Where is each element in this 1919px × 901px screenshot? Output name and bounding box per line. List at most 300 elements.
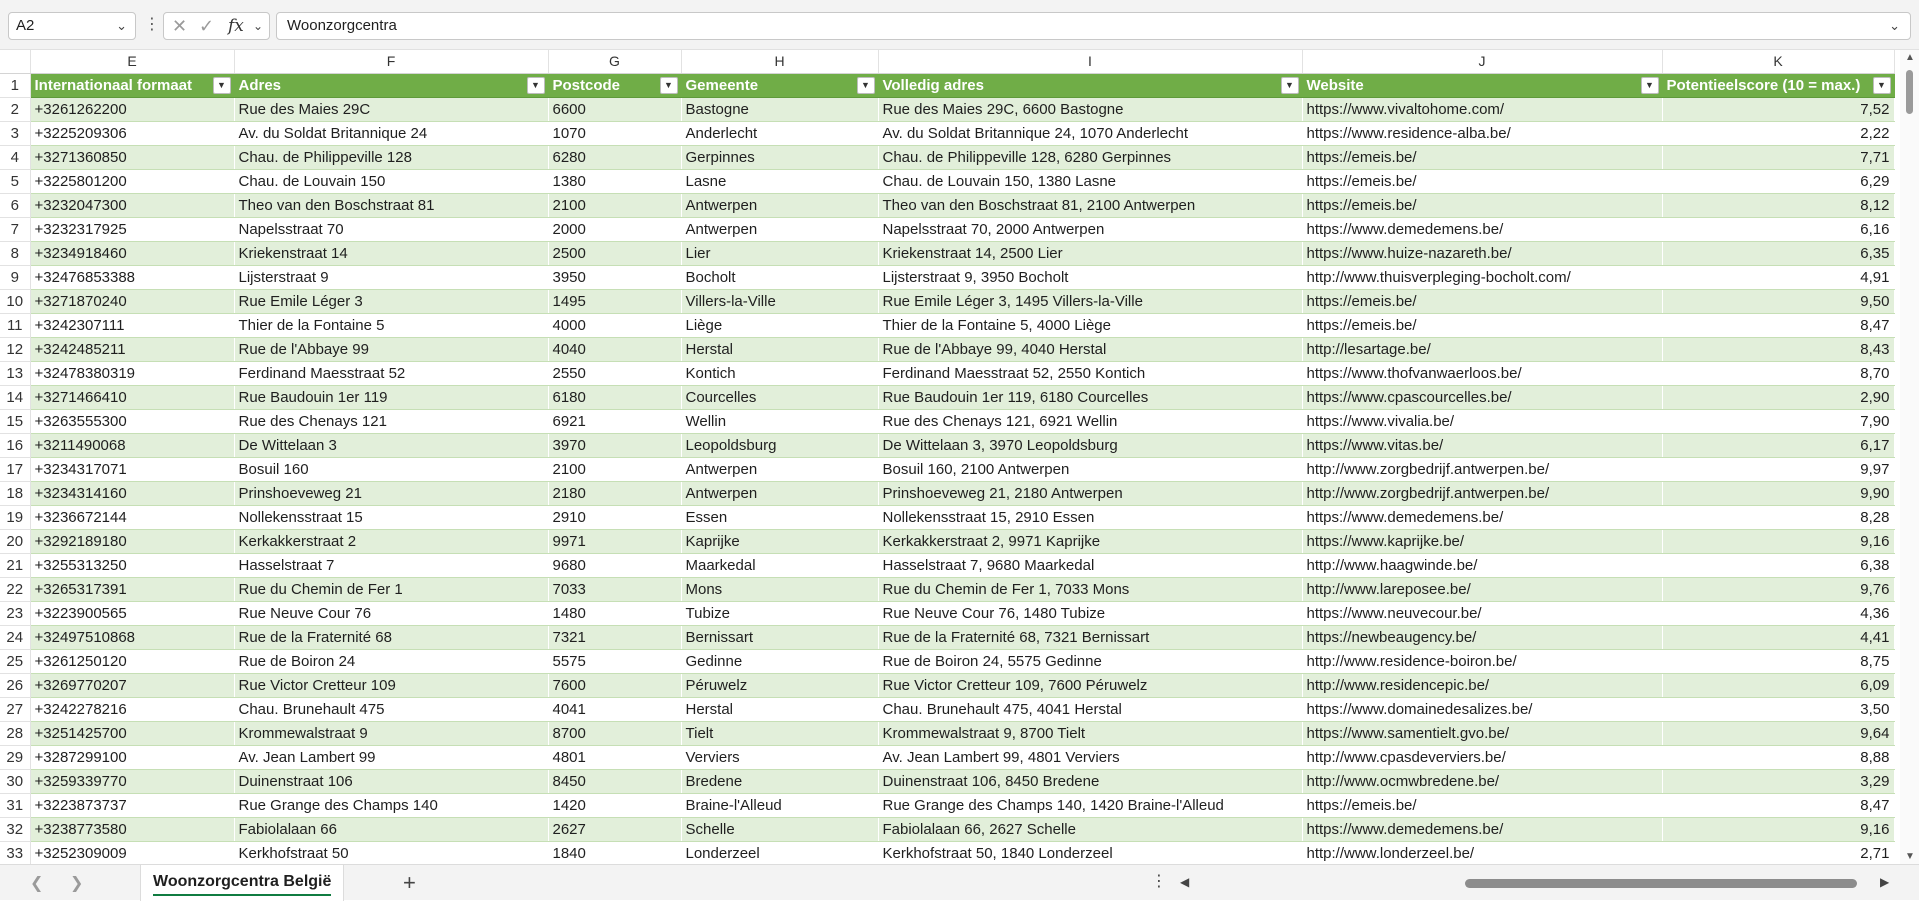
table-cell[interactable]: 7,90	[1662, 410, 1894, 434]
table-cell[interactable]: Essen	[681, 506, 878, 530]
table-header-cell[interactable]	[548, 74, 681, 98]
table-cell[interactable]: https://www.samentielt.gvo.be/	[1302, 722, 1662, 746]
table-cell[interactable]: Gedinne	[681, 650, 878, 674]
filter-dropdown-icon[interactable]: ▼	[857, 77, 875, 94]
table-cell[interactable]: 3950	[548, 266, 681, 290]
table-cell[interactable]: Nollekensstraat 15	[234, 506, 548, 530]
table-cell[interactable]: Rue Neuve Cour 76, 1480 Tubize	[878, 602, 1302, 626]
more-options-icon[interactable]: ⋮	[144, 16, 160, 33]
table-cell[interactable]: https://www.residence-alba.be/	[1302, 122, 1662, 146]
row-number[interactable]: 27	[0, 698, 30, 722]
table-cell[interactable]: 1495	[548, 290, 681, 314]
table-cell[interactable]: 1380	[548, 170, 681, 194]
table-cell[interactable]: http://www.haagwinde.be/	[1302, 554, 1662, 578]
table-cell[interactable]: http://www.zorgbedrijf.antwerpen.be/	[1302, 458, 1662, 482]
table-cell[interactable]: http://www.cpasdeverviers.be/	[1302, 746, 1662, 770]
table-cell[interactable]: 1480	[548, 602, 681, 626]
more-options-icon[interactable]: ⋮	[1151, 873, 1167, 890]
table-cell[interactable]: Gerpinnes	[681, 146, 878, 170]
table-cell[interactable]: Ferdinand Maesstraat 52, 2550 Kontich	[878, 362, 1302, 386]
table-cell[interactable]: Napelsstraat 70	[234, 218, 548, 242]
table-cell[interactable]: Prinshoeveweg 21	[234, 482, 548, 506]
table-cell[interactable]: Kerkhofstraat 50, 1840 Londerzeel	[878, 842, 1302, 865]
table-cell[interactable]: Kriekenstraat 14	[234, 242, 548, 266]
table-cell[interactable]: Kerkakkerstraat 2	[234, 530, 548, 554]
table-cell[interactable]: 8,88	[1662, 746, 1894, 770]
table-cell[interactable]: +32478380319	[30, 362, 234, 386]
table-cell[interactable]: Lijsterstraat 9	[234, 266, 548, 290]
table-cell[interactable]: 2100	[548, 458, 681, 482]
scroll-left-icon[interactable]: ◀	[1180, 875, 1190, 889]
row-number[interactable]: 17	[0, 458, 30, 482]
table-cell[interactable]: +3287299100	[30, 746, 234, 770]
expand-formula-bar-icon[interactable]: ⌄	[1889, 18, 1900, 33]
row-number[interactable]: 32	[0, 818, 30, 842]
table-cell[interactable]: +3261250120	[30, 650, 234, 674]
table-cell[interactable]: +3225209306	[30, 122, 234, 146]
table-cell[interactable]: https://www.domainedesalizes.be/	[1302, 698, 1662, 722]
table-cell[interactable]: 9,16	[1662, 530, 1894, 554]
row-number[interactable]: 12	[0, 338, 30, 362]
table-cell[interactable]: +3242485211	[30, 338, 234, 362]
table-cell[interactable]: Rue Neuve Cour 76	[234, 602, 548, 626]
table-cell[interactable]: +3211490068	[30, 434, 234, 458]
table-cell[interactable]: https://www.kaprijke.be/	[1302, 530, 1662, 554]
table-cell[interactable]: 6180	[548, 386, 681, 410]
table-cell[interactable]: Rue des Chenays 121, 6921 Wellin	[878, 410, 1302, 434]
table-cell[interactable]: Av. du Soldat Britannique 24, 1070 Anderlecht	[878, 122, 1302, 146]
filter-dropdown-icon[interactable]: ▼	[1873, 77, 1891, 94]
table-cell[interactable]: Maarkedal	[681, 554, 878, 578]
table-cell[interactable]: +3251425700	[30, 722, 234, 746]
table-cell[interactable]: 9,76	[1662, 578, 1894, 602]
table-cell[interactable]: 2550	[548, 362, 681, 386]
table-cell[interactable]: 7033	[548, 578, 681, 602]
table-cell[interactable]: 8,47	[1662, 314, 1894, 338]
table-cell[interactable]: Rue de l'Abbaye 99	[234, 338, 548, 362]
table-cell[interactable]: 4801	[548, 746, 681, 770]
table-cell[interactable]: Rue Victor Cretteur 109, 7600 Péruwelz	[878, 674, 1302, 698]
table-cell[interactable]: Bosuil 160	[234, 458, 548, 482]
table-cell[interactable]: Duinenstraat 106	[234, 770, 548, 794]
table-cell[interactable]: https://www.demedemens.be/	[1302, 506, 1662, 530]
table-cell[interactable]: Chau. de Philippeville 128, 6280 Gerpinnes	[878, 146, 1302, 170]
row-number[interactable]: 11	[0, 314, 30, 338]
table-cell[interactable]: 4000	[548, 314, 681, 338]
row-number[interactable]: 7	[0, 218, 30, 242]
table-cell[interactable]: https://newbeaugency.be/	[1302, 626, 1662, 650]
table-cell[interactable]: https://www.vivaltohome.com/	[1302, 98, 1662, 122]
table-cell[interactable]: 8,75	[1662, 650, 1894, 674]
table-cell[interactable]: 6,16	[1662, 218, 1894, 242]
table-cell[interactable]: Rue Emile Léger 3, 1495 Villers-la-Ville	[878, 290, 1302, 314]
row-number[interactable]: 15	[0, 410, 30, 434]
table-cell[interactable]: 8700	[548, 722, 681, 746]
table-cell[interactable]: +3265317391	[30, 578, 234, 602]
row-number[interactable]: 4	[0, 146, 30, 170]
row-number[interactable]: 25	[0, 650, 30, 674]
table-cell[interactable]: 2627	[548, 818, 681, 842]
table-cell[interactable]: Fabiolalaan 66, 2627 Schelle	[878, 818, 1302, 842]
table-cell[interactable]: 2910	[548, 506, 681, 530]
table-cell[interactable]: http://www.lareposee.be/	[1302, 578, 1662, 602]
table-cell[interactable]: +3255313250	[30, 554, 234, 578]
table-cell[interactable]: 3,50	[1662, 698, 1894, 722]
table-cell[interactable]: 8,70	[1662, 362, 1894, 386]
table-cell[interactable]: https://www.demedemens.be/	[1302, 818, 1662, 842]
table-cell[interactable]: 6921	[548, 410, 681, 434]
table-cell[interactable]: Chau. de Louvain 150	[234, 170, 548, 194]
table-cell[interactable]: Ferdinand Maesstraat 52	[234, 362, 548, 386]
table-cell[interactable]: Rue Grange des Champs 140, 1420 Braine-l'Alleud	[878, 794, 1302, 818]
check-icon[interactable]: ✓	[199, 16, 215, 36]
table-cell[interactable]: 3,29	[1662, 770, 1894, 794]
scroll-down-icon[interactable]: ▼	[1905, 851, 1915, 862]
table-header-cell[interactable]	[1302, 74, 1662, 98]
table-cell[interactable]: Villers-la-Ville	[681, 290, 878, 314]
table-cell[interactable]: Rue Emile Léger 3	[234, 290, 548, 314]
column-header[interactable]: F	[234, 50, 548, 74]
table-cell[interactable]: https://emeis.be/	[1302, 290, 1662, 314]
table-cell[interactable]: +3225801200	[30, 170, 234, 194]
table-cell[interactable]: +3234317071	[30, 458, 234, 482]
table-cell[interactable]: 2500	[548, 242, 681, 266]
table-cell[interactable]: +32497510868	[30, 626, 234, 650]
table-cell[interactable]: Wellin	[681, 410, 878, 434]
table-cell[interactable]: 9,16	[1662, 818, 1894, 842]
table-cell[interactable]: Rue Grange des Champs 140	[234, 794, 548, 818]
table-cell[interactable]: 7,71	[1662, 146, 1894, 170]
add-sheet-button[interactable]: +	[403, 870, 416, 895]
table-cell[interactable]: 4,36	[1662, 602, 1894, 626]
table-cell[interactable]: 4040	[548, 338, 681, 362]
scrollbar-thumb[interactable]	[1906, 70, 1913, 114]
table-cell[interactable]: https://www.demedemens.be/	[1302, 218, 1662, 242]
sheet-tab[interactable]	[140, 865, 344, 901]
table-cell[interactable]: +3234918460	[30, 242, 234, 266]
row-number[interactable]: 19	[0, 506, 30, 530]
table-cell[interactable]: Rue des Chenays 121	[234, 410, 548, 434]
table-cell[interactable]: Duinenstraat 106, 8450 Bredene	[878, 770, 1302, 794]
table-cell[interactable]: Prinshoeveweg 21, 2180 Antwerpen	[878, 482, 1302, 506]
table-cell[interactable]: Herstal	[681, 698, 878, 722]
table-cell[interactable]: Antwerpen	[681, 218, 878, 242]
table-cell[interactable]: Rue Baudouin 1er 119	[234, 386, 548, 410]
table-cell[interactable]: Nollekensstraat 15, 2910 Essen	[878, 506, 1302, 530]
table-cell[interactable]: Rue de la Fraternité 68, 7321 Bernissart	[878, 626, 1302, 650]
table-cell[interactable]: +3232047300	[30, 194, 234, 218]
table-cell[interactable]: 3970	[548, 434, 681, 458]
table-cell[interactable]: https://www.vitas.be/	[1302, 434, 1662, 458]
table-cell[interactable]: https://www.huize-nazareth.be/	[1302, 242, 1662, 266]
row-number[interactable]: 28	[0, 722, 30, 746]
table-cell[interactable]: Rue Baudouin 1er 119, 6180 Courcelles	[878, 386, 1302, 410]
table-cell[interactable]: Rue du Chemin de Fer 1, 7033 Mons	[878, 578, 1302, 602]
next-sheet-icon[interactable]: ❯	[70, 875, 84, 892]
row-number[interactable]: 23	[0, 602, 30, 626]
table-cell[interactable]: +32476853388	[30, 266, 234, 290]
table-cell[interactable]: 7,52	[1662, 98, 1894, 122]
table-cell[interactable]: 9,64	[1662, 722, 1894, 746]
table-cell[interactable]: Kerkhofstraat 50	[234, 842, 548, 865]
table-cell[interactable]: 6,09	[1662, 674, 1894, 698]
table-cell[interactable]: Rue de la Fraternité 68	[234, 626, 548, 650]
table-cell[interactable]: https://emeis.be/	[1302, 146, 1662, 170]
table-cell[interactable]: http://www.zorgbedrijf.antwerpen.be/	[1302, 482, 1662, 506]
table-cell[interactable]: 2,90	[1662, 386, 1894, 410]
row-number[interactable]: 2	[0, 98, 30, 122]
table-cell[interactable]: 2180	[548, 482, 681, 506]
table-cell[interactable]: https://emeis.be/	[1302, 170, 1662, 194]
table-cell[interactable]: 2100	[548, 194, 681, 218]
table-cell[interactable]: https://emeis.be/	[1302, 794, 1662, 818]
table-cell[interactable]: 6,35	[1662, 242, 1894, 266]
scroll-up-icon[interactable]: ▲	[1905, 52, 1915, 63]
table-cell[interactable]: +3242307111	[30, 314, 234, 338]
filter-dropdown-icon[interactable]: ▼	[1641, 77, 1659, 94]
table-cell[interactable]: https://www.neuvecour.be/	[1302, 602, 1662, 626]
table-cell[interactable]: Mons	[681, 578, 878, 602]
table-cell[interactable]: 1070	[548, 122, 681, 146]
table-cell[interactable]: Av. Jean Lambert 99, 4801 Verviers	[878, 746, 1302, 770]
table-cell[interactable]: http://www.ocmwbredene.be/	[1302, 770, 1662, 794]
table-cell[interactable]: 2,71	[1662, 842, 1894, 865]
table-cell[interactable]: Liège	[681, 314, 878, 338]
table-cell[interactable]: Antwerpen	[681, 194, 878, 218]
table-cell[interactable]: Antwerpen	[681, 482, 878, 506]
row-number[interactable]: 31	[0, 794, 30, 818]
column-header[interactable]: E	[30, 50, 234, 74]
table-cell[interactable]: 8,28	[1662, 506, 1894, 530]
table-cell[interactable]: De Wittelaan 3	[234, 434, 548, 458]
table-cell[interactable]: +3269770207	[30, 674, 234, 698]
table-cell[interactable]: http://www.residencepic.be/	[1302, 674, 1662, 698]
table-cell[interactable]: Rue de Boiron 24	[234, 650, 548, 674]
table-cell[interactable]: Schelle	[681, 818, 878, 842]
table-cell[interactable]: 6600	[548, 98, 681, 122]
table-cell[interactable]: 1840	[548, 842, 681, 865]
chevron-down-icon[interactable]: ⌄	[116, 18, 127, 33]
table-cell[interactable]: +3223873737	[30, 794, 234, 818]
row-number[interactable]: 29	[0, 746, 30, 770]
table-cell[interactable]: Tielt	[681, 722, 878, 746]
table-cell[interactable]: Londerzeel	[681, 842, 878, 865]
row-number[interactable]: 6	[0, 194, 30, 218]
scroll-right-icon[interactable]: ▶	[1880, 875, 1890, 889]
table-header-cell[interactable]	[234, 74, 548, 98]
table-cell[interactable]: 8,43	[1662, 338, 1894, 362]
table-cell[interactable]: 4041	[548, 698, 681, 722]
table-cell[interactable]: Napelsstraat 70, 2000 Antwerpen	[878, 218, 1302, 242]
cancel-icon[interactable]: ✕	[172, 16, 188, 36]
table-cell[interactable]: Lijsterstraat 9, 3950 Bocholt	[878, 266, 1302, 290]
table-cell[interactable]: 4,41	[1662, 626, 1894, 650]
table-header-cell[interactable]	[30, 74, 234, 98]
table-cell[interactable]: Chau. de Louvain 150, 1380 Lasne	[878, 170, 1302, 194]
table-cell[interactable]: 9,50	[1662, 290, 1894, 314]
row-number[interactable]: 14	[0, 386, 30, 410]
row-number[interactable]: 22	[0, 578, 30, 602]
table-cell[interactable]: +3236672144	[30, 506, 234, 530]
row-number[interactable]: 10	[0, 290, 30, 314]
table-cell[interactable]: http://www.residence-boiron.be/	[1302, 650, 1662, 674]
table-cell[interactable]: 8,12	[1662, 194, 1894, 218]
table-cell[interactable]: 8,47	[1662, 794, 1894, 818]
table-cell[interactable]: https://www.vivalia.be/	[1302, 410, 1662, 434]
table-cell[interactable]: Chau. Brunehault 475, 4041 Herstal	[878, 698, 1302, 722]
table-cell[interactable]: Av. du Soldat Britannique 24	[234, 122, 548, 146]
table-cell[interactable]: http://www.thuisverpleging-bocholt.com/	[1302, 266, 1662, 290]
row-number[interactable]: 26	[0, 674, 30, 698]
table-header-cell[interactable]	[1662, 74, 1894, 98]
table-cell[interactable]: Bosuil 160, 2100 Antwerpen	[878, 458, 1302, 482]
table-cell[interactable]: Chau. de Philippeville 128	[234, 146, 548, 170]
row-number[interactable]: 16	[0, 434, 30, 458]
table-cell[interactable]: https://emeis.be/	[1302, 314, 1662, 338]
table-cell[interactable]: Chau. Brunehault 475	[234, 698, 548, 722]
name-box[interactable]	[8, 12, 136, 40]
table-cell[interactable]: +3292189180	[30, 530, 234, 554]
table-cell[interactable]: Lier	[681, 242, 878, 266]
horizontal-scrollbar-thumb[interactable]	[1465, 879, 1857, 888]
table-cell[interactable]: 8450	[548, 770, 681, 794]
table-cell[interactable]: +3271870240	[30, 290, 234, 314]
table-cell[interactable]: Rue des Maies 29C, 6600 Bastogne	[878, 98, 1302, 122]
previous-sheet-icon[interactable]: ❮	[30, 875, 44, 892]
table-cell[interactable]: Krommewalstraat 9, 8700 Tielt	[878, 722, 1302, 746]
table-cell[interactable]: 9,90	[1662, 482, 1894, 506]
table-cell[interactable]: +3252309009	[30, 842, 234, 865]
row-number[interactable]: 18	[0, 482, 30, 506]
table-cell[interactable]: Rue de l'Abbaye 99, 4040 Herstal	[878, 338, 1302, 362]
row-number[interactable]: 13	[0, 362, 30, 386]
table-cell[interactable]: De Wittelaan 3, 3970 Leopoldsburg	[878, 434, 1302, 458]
table-cell[interactable]: Krommewalstraat 9	[234, 722, 548, 746]
table-cell[interactable]: +3271466410	[30, 386, 234, 410]
table-cell[interactable]: Lasne	[681, 170, 878, 194]
table-cell[interactable]: Rue des Maies 29C	[234, 98, 548, 122]
table-cell[interactable]: Péruwelz	[681, 674, 878, 698]
table-cell[interactable]: +3271360850	[30, 146, 234, 170]
table-cell[interactable]: Thier de la Fontaine 5, 4000 Liège	[878, 314, 1302, 338]
table-cell[interactable]: Theo van den Boschstraat 81, 2100 Antwerpen	[878, 194, 1302, 218]
vertical-scrollbar[interactable]	[1900, 50, 1919, 864]
filter-dropdown-icon[interactable]: ▼	[213, 77, 231, 94]
formula-input[interactable]	[276, 12, 1911, 40]
table-cell[interactable]: 6280	[548, 146, 681, 170]
select-all-corner[interactable]	[0, 50, 30, 74]
table-cell[interactable]: 9,97	[1662, 458, 1894, 482]
row-number[interactable]: 30	[0, 770, 30, 794]
row-number[interactable]: 8	[0, 242, 30, 266]
table-cell[interactable]: Rue Victor Cretteur 109	[234, 674, 548, 698]
row-number[interactable]: 24	[0, 626, 30, 650]
table-cell[interactable]: +3263555300	[30, 410, 234, 434]
table-cell[interactable]: http://lesartage.be/	[1302, 338, 1662, 362]
table-cell[interactable]: Fabiolalaan 66	[234, 818, 548, 842]
table-cell[interactable]: Rue du Chemin de Fer 1	[234, 578, 548, 602]
row-number[interactable]: 21	[0, 554, 30, 578]
table-cell[interactable]: http://www.londerzeel.be/	[1302, 842, 1662, 865]
row-number[interactable]: 5	[0, 170, 30, 194]
table-cell[interactable]: https://www.thofvanwaerloos.be/	[1302, 362, 1662, 386]
table-cell[interactable]: Kerkakkerstraat 2, 9971 Kaprijke	[878, 530, 1302, 554]
table-cell[interactable]: Bredene	[681, 770, 878, 794]
table-cell[interactable]: Courcelles	[681, 386, 878, 410]
table-cell[interactable]: +3259339770	[30, 770, 234, 794]
table-cell[interactable]: 7600	[548, 674, 681, 698]
table-cell[interactable]: Leopoldsburg	[681, 434, 878, 458]
table-cell[interactable]: +3242278216	[30, 698, 234, 722]
table-cell[interactable]: Braine-l'Alleud	[681, 794, 878, 818]
table-cell[interactable]: Kontich	[681, 362, 878, 386]
table-cell[interactable]: +3232317925	[30, 218, 234, 242]
table-cell[interactable]: +3223900565	[30, 602, 234, 626]
filter-dropdown-icon[interactable]: ▼	[660, 77, 678, 94]
table-cell[interactable]: 1420	[548, 794, 681, 818]
table-cell[interactable]: 7321	[548, 626, 681, 650]
table-cell[interactable]: Kriekenstraat 14, 2500 Lier	[878, 242, 1302, 266]
table-cell[interactable]: 9971	[548, 530, 681, 554]
table-cell[interactable]: 6,29	[1662, 170, 1894, 194]
table-cell[interactable]: Rue de Boiron 24, 5575 Gedinne	[878, 650, 1302, 674]
table-cell[interactable]: Antwerpen	[681, 458, 878, 482]
table-cell[interactable]: Hasselstraat 7	[234, 554, 548, 578]
column-header[interactable]: J	[1302, 50, 1662, 74]
insert-function-icon[interactable]: fx	[228, 16, 244, 36]
chevron-down-icon[interactable]: ⌄	[253, 19, 264, 33]
column-header[interactable]: H	[681, 50, 878, 74]
table-cell[interactable]: +3238773580	[30, 818, 234, 842]
table-cell[interactable]: Herstal	[681, 338, 878, 362]
table-cell[interactable]: Bernissart	[681, 626, 878, 650]
table-cell[interactable]: 4,91	[1662, 266, 1894, 290]
row-number[interactable]: 1	[0, 74, 30, 98]
filter-dropdown-icon[interactable]: ▼	[1281, 77, 1299, 94]
column-header[interactable]: G	[548, 50, 681, 74]
table-cell[interactable]: Tubize	[681, 602, 878, 626]
table-cell[interactable]: Theo van den Boschstraat 81	[234, 194, 548, 218]
table-cell[interactable]: 5575	[548, 650, 681, 674]
column-header[interactable]: K	[1662, 50, 1894, 74]
row-number[interactable]: 33	[0, 842, 30, 865]
table-cell[interactable]: 6,17	[1662, 434, 1894, 458]
table-header-cell[interactable]	[681, 74, 878, 98]
table-header-cell[interactable]	[878, 74, 1302, 98]
table-cell[interactable]: Bocholt	[681, 266, 878, 290]
table-cell[interactable]: +3234314160	[30, 482, 234, 506]
table-cell[interactable]: 2,22	[1662, 122, 1894, 146]
table-cell[interactable]: https://emeis.be/	[1302, 194, 1662, 218]
row-number[interactable]: 3	[0, 122, 30, 146]
table-cell[interactable]: Av. Jean Lambert 99	[234, 746, 548, 770]
table-cell[interactable]: Anderlecht	[681, 122, 878, 146]
table-cell[interactable]: Thier de la Fontaine 5	[234, 314, 548, 338]
row-number[interactable]: 9	[0, 266, 30, 290]
table-cell[interactable]: Bastogne	[681, 98, 878, 122]
table-cell[interactable]: https://www.cpascourcelles.be/	[1302, 386, 1662, 410]
column-header[interactable]: I	[878, 50, 1302, 74]
table-cell[interactable]: Hasselstraat 7, 9680 Maarkedal	[878, 554, 1302, 578]
row-number[interactable]: 20	[0, 530, 30, 554]
table-cell[interactable]: 6,38	[1662, 554, 1894, 578]
filter-dropdown-icon[interactable]: ▼	[527, 77, 545, 94]
table-cell[interactable]: Verviers	[681, 746, 878, 770]
table-cell[interactable]: 2000	[548, 218, 681, 242]
table-cell[interactable]: 9680	[548, 554, 681, 578]
table-cell[interactable]: +3261262200	[30, 98, 234, 122]
table-cell[interactable]: Kaprijke	[681, 530, 878, 554]
